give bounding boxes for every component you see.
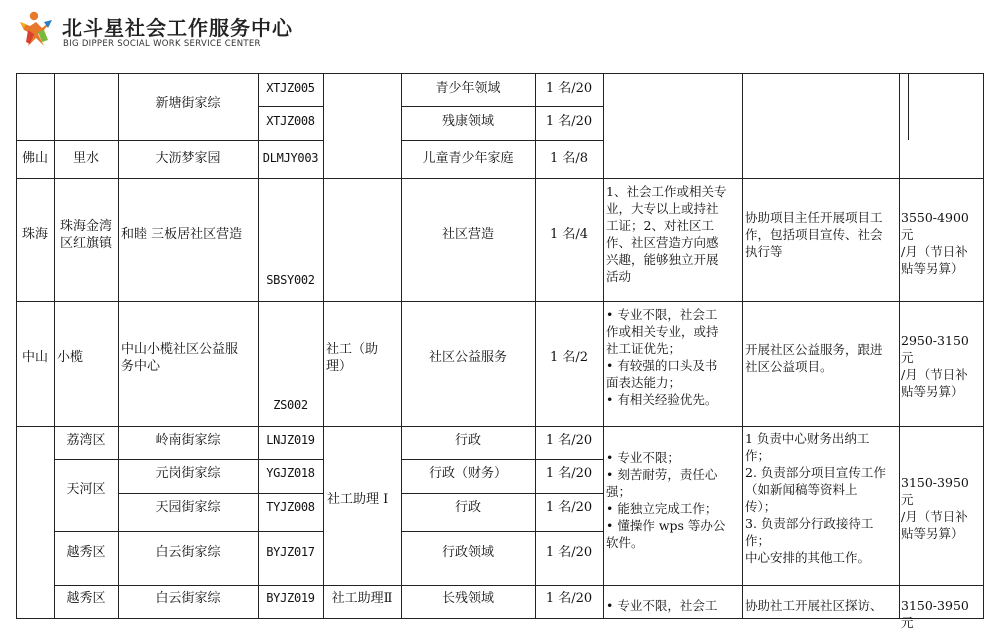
table-cell-field: 青少年领域 xyxy=(435,81,501,96)
table-cell-requirements: 1、社会工作或相关专 业，大专以上或持社 工证；2、对社区工 作、社区营造方向感 兴趣，能够独立开展 活动 xyxy=(606,184,727,284)
table-cell-field: 行政（财务） xyxy=(428,466,507,481)
table-cell-city: 中山 xyxy=(21,350,48,365)
table-cell-quota: 1 名/20 xyxy=(545,591,593,606)
table-cell-field: 残康领域 xyxy=(441,114,494,129)
table-cell-duties: 协助社工开展社区探访、 xyxy=(745,598,883,613)
table-cell-code: XTJZ008 xyxy=(266,114,315,128)
table-cell-position: 社工（助 理） xyxy=(326,342,379,374)
table-cell-street: 大沥梦家园 xyxy=(155,151,221,166)
table-cell-code: ZS002 xyxy=(273,398,308,412)
table-cell-street: 岭南街家综 xyxy=(155,433,221,448)
table-cell-street: 元岗街家综 xyxy=(155,466,221,481)
table-cell-quota: 1 名/2 xyxy=(549,350,589,365)
table-cell-requirements: • 专业不限，社会工 作或相关专业，或持 社工证优先； • 有较强的口头及书 面表达能力； • 有相关经验优先。 xyxy=(606,307,719,407)
table-cell-field: 社区营造 xyxy=(441,227,494,242)
table-cell-district: 小榄 xyxy=(57,350,84,365)
table-cell-quota: 1 名/20 xyxy=(545,433,593,448)
table-cell-requirements: • 专业不限，社会工 xyxy=(606,598,718,613)
table-cell-salary: 2950-3150 元 /月（节日补 贴等另算） xyxy=(901,333,969,399)
table-cell-duties: 1 负责中心财务出纳工 作； 2. 负责部分项目宣传工作 （如新闻稿等资料上 传）； 3. 负责部分行政接待工 作； 中心安排的其他工作。 xyxy=(745,431,886,565)
table-cell-field: 行政领域 xyxy=(441,545,494,560)
org-name-en: BIG DIPPER SOCIAL WORK SERVICE CENTER xyxy=(63,39,261,49)
org-name-cn: 北斗星社会工作服务中心 xyxy=(62,16,293,40)
table-cell-quota: 1 名/20 xyxy=(545,500,593,515)
table-cell-district: 越秀区 xyxy=(66,545,106,560)
table-cell-city: 珠海 xyxy=(21,227,48,242)
table-cell-position: 社工助理Ⅱ xyxy=(331,591,393,606)
table-cell-requirements: • 专业不限； • 刻苦耐劳，责任心 强； • 能独立完成工作； • 懂操作 wps 等办公 软件。 xyxy=(606,450,726,550)
table-cell-quota: 1 名/20 xyxy=(545,545,593,560)
table-cell-code: YGJZ018 xyxy=(266,466,315,480)
table-cell-quota: 1 名/8 xyxy=(549,151,589,166)
table-cell-field: 行政 xyxy=(454,500,481,515)
table-cell-field: 社区公益服务 xyxy=(428,350,507,365)
table-cell-duties: 协助项目主任开展项目工 作，包括项目宣传、社会 执行等 xyxy=(745,210,883,259)
table-cell-quota: 1 名/20 xyxy=(545,114,593,129)
table-cell-district: 荔湾区 xyxy=(66,433,106,448)
table-cell-street: 白云街家综 xyxy=(155,591,221,606)
table-cell-district: 里水 xyxy=(72,151,99,166)
table-cell-salary: 3550-4900 元 /月（节日补 贴等另算） xyxy=(901,210,969,276)
table-cell-street: 新塘街家综 xyxy=(155,96,221,111)
table-cell-street: 和睦 三板居社区营造 xyxy=(121,227,243,242)
table-cell-street: 中山小榄社区公益服 务中心 xyxy=(121,342,239,374)
table-cell-field: 长残领域 xyxy=(441,591,494,606)
table-cell-code: BYJZ019 xyxy=(266,591,315,605)
table-cell-quota: 1 名/20 xyxy=(545,81,593,96)
table-cell-salary: 3150-3950 元 /月（节日补 贴等另算） xyxy=(901,475,969,541)
table-cell-street: 天园街家综 xyxy=(155,500,221,515)
table-cell-street: 白云街家综 xyxy=(155,545,221,560)
table-cell-field: 儿童青少年家庭 xyxy=(422,151,514,166)
table-cell-field: 行政 xyxy=(454,433,481,448)
table-cell-city: 佛山 xyxy=(21,151,48,166)
table-cell-district: 天河区 xyxy=(66,482,106,497)
table-cell-code: BYJZ017 xyxy=(266,545,315,559)
table-cell-code: SBSY002 xyxy=(266,273,315,287)
table-cell-code: LNJZ019 xyxy=(266,433,315,447)
table-cell-position: 社工助理 I xyxy=(327,492,389,507)
table-cell-district: 珠海金湾 区红旗镇 xyxy=(59,219,112,251)
table-cell-code: DLMJY003 xyxy=(262,151,319,165)
table-cell-code: TYJZ008 xyxy=(266,500,315,514)
table-cell-duties: 开展社区公益服务，跟进 社区公益项目。 xyxy=(745,342,883,374)
table-cell-code: XTJZ005 xyxy=(266,81,315,95)
table-cell-quota: 1 名/4 xyxy=(549,227,589,242)
table-cell-quota: 1 名/20 xyxy=(545,466,593,481)
table-cell-salary: 3150-3950 元 xyxy=(901,598,969,630)
table-cell-district: 越秀区 xyxy=(66,591,106,606)
